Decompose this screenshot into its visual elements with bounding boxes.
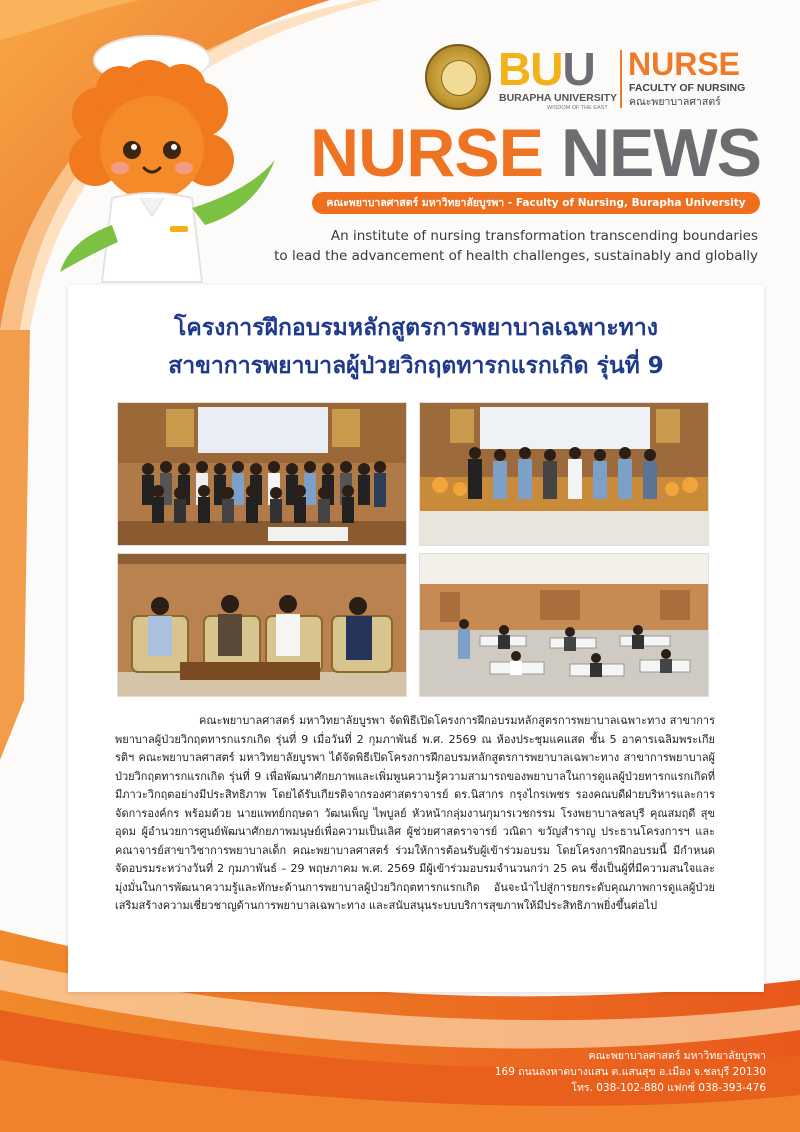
university-name: BURAPHA UNIVERSITY	[499, 92, 618, 104]
footer-line-1: คณะพยาบาลศาสตร์ มหาวิทยาลัยบูรพา	[588, 1050, 766, 1062]
photo-classroom	[419, 553, 709, 697]
tagline-line-2: to lead the advancement of health challenges, sustainably and globally	[274, 248, 758, 264]
photo-seated-guests	[117, 553, 407, 697]
article-title-line-2: สาขาการพยาบาลผู้ป่วยวิกฤตทารกแรกเกิด รุ่นที่ 9	[168, 353, 664, 379]
tagline-line-1: An institute of nursing transformation transcending boundaries	[330, 228, 758, 244]
article-body: คณะพยาบาลศาสตร์ มหาวิทยาลัยบูรพา จัดพิธีเปิดโครงการฝึกอบรมหลักสูตรการพยาบาลเฉพาะทาง สาขาการพยาบาลผู้ป่วยวิกฤตทารกแรกเกิด รุ่นที่ 9 เมื่อวันที่ 2 กุมภาพันธ์ พ.ศ. 2569 ณ ห้องประชุมแคแสด ชั้น 5 อาคารเฉลิมพระเกียรติฯ คณะพยาบาลศาสตร์ มหาวิทยาลัยบูรพา ได้จัดพิธีเปิดโครงการฝึกอบรมหลักสูตรการพยาบาลเฉพาะทาง สาขาการพยาบาลผู้ป่วยวิกฤตทารกแรกเกิด รุ่นที่ 9 เพื่อพัฒนาศักยภาพและเพิ่มพูนความรู้ความสามารถของพยาบาลในการดูแลผู้ป่วยทารกแรกเกิดที่มีภาวะวิกฤตอย่างมีประสิทธิภาพ โดยได้รับเกียรติจากรองศาสตราจารย์ ดร.นิสากร กรุงไกรเพชร รองคณบดีฝ่ายบริหารและการจัดการองค์กร พร้อมด้วย นายแพทย์กฤษดา วัฒนเพ็ญ ไพบูลย์ หัวหน้ากลุ่มงานกุมารเวชกรรม โรงพยาบาลชลบุรี คุณสมฤดี สุขอุดม ผู้อำนวยการศูนย์พัฒนาศักยภาพมนุษย์เพื่อความเป็นเลิศ ผู้ช่วยศาสตราจารย์ วณิดา ขวัญสำราญ ประธานโครงการฯ และคณาจารย์สาขาวิชาการพยาบาลเด็ก คณะพยาบาลศาสตร์ ร่วมให้การต้อนรับผู้เข้าร่วมอบรม โดยโครงการฝึกอบรมนี้ มีกำหนดจัดอบรมระหว่างวันที่ 2 กุมภาพันธ์ – 29 พฤษภาคม พ.ศ. 2569 มีผู้เข้าร่วมอบรมจำนวนกว่า 25 คน ซึ่งเป็นผู้ที่มีความสนใจและมุ่งมั่นในการพัฒนาความรู้และทักษะด้านการพยาบาลผู้ป่วยวิกฤตทารกแรกเกิด อันจะนำไปสู่การยกระดับคุณภาพการดูแลผู้ป่วย เสริมสร้างความเชี่ยวชาญด้านการพยาบาลเฉพาะทาง และสนับสนุนระบบบริการสุขภาพให้มีประสิทธิภาพยิ่งขึ้นต่อไป	[115, 714, 715, 912]
footer-line-2: 169 ถนนลงหาดบางแสน ต.แสนสุข อ.เมือง จ.ชลบุรี 20130	[494, 1066, 766, 1078]
photo-stage	[419, 402, 709, 546]
footer-line-3: โทร. 038-102-880 แฟกซ์ 038-393-476	[571, 1082, 766, 1094]
footer-address	[495, 1048, 766, 1096]
logo-area	[425, 44, 775, 119]
nurse-logo-text: NURSE	[628, 46, 741, 82]
logo-divider	[620, 50, 622, 108]
mascot-flower-nurse-icon	[40, 20, 310, 290]
article-title	[68, 309, 764, 385]
university-motto: WISDOM OF THE EAST	[547, 105, 608, 111]
article-title-line-1: โครงการฝึกอบรมหลักสูตรการพยาบาลเฉพาะทาง	[174, 315, 658, 341]
faculty-name-th: คณะพยาบาลศาสตร์	[629, 96, 721, 108]
buu-logo-text: BUU	[498, 43, 595, 95]
tagline	[274, 226, 758, 266]
burapha-seal-icon	[425, 44, 491, 110]
article-card	[68, 285, 764, 992]
faculty-name-en: FACULTY OF NURSING	[629, 82, 746, 94]
faculty-banner: คณะพยาบาลศาสตร์ มหาวิทยาลัยบูรพา - Faculty of Nursing, Burapha University	[312, 192, 760, 214]
photo-group	[117, 402, 407, 546]
masthead-title: NURSE NEWS	[310, 115, 761, 191]
